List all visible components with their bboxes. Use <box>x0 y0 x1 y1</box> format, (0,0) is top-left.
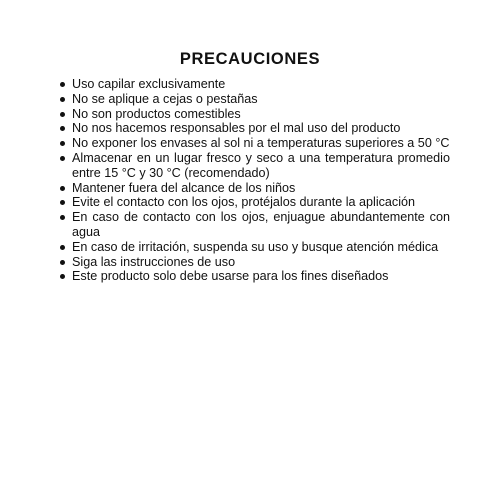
bullet-icon <box>60 141 65 146</box>
list-item-text: No exponer los envases al sol ni a temperaturas superiores a 50 °C <box>72 136 450 151</box>
list-item-text: En caso de irritación, suspenda su uso y busque atención médica <box>72 239 439 254</box>
list-item-text: Siga las instrucciones de uso <box>72 254 236 269</box>
list-item <box>56 77 450 92</box>
list-item-text: No son productos comestibles <box>72 106 241 121</box>
precautions-list <box>56 77 450 284</box>
list-item-text: Evite el contacto con los ojos, protéjalos durante la aplicación <box>72 195 416 210</box>
list-item <box>56 210 450 240</box>
list-item <box>56 255 450 270</box>
list-item-text: Uso capilar exclusivamente <box>72 77 226 91</box>
list-item <box>56 121 450 136</box>
list-item-text: Mantener fuera del alcance de los niños <box>72 180 296 195</box>
list-item-text: Almacenar en un lugar fresco y seco a una temperatura promedio entre 15 °C y 30 °C (recomendado) <box>72 150 450 180</box>
bullet-icon <box>60 156 65 161</box>
list-item-text: No nos hacemos responsables por el mal uso del producto <box>72 121 401 136</box>
document-title: PRECAUCIONES <box>179 50 321 68</box>
bullet-icon <box>60 200 65 205</box>
bullet-icon <box>60 260 65 265</box>
bullet-icon <box>60 82 65 87</box>
bullet-icon <box>60 112 65 117</box>
bullet-icon <box>60 245 65 250</box>
list-item <box>56 240 450 255</box>
list-item <box>56 181 450 196</box>
list-item-text: No se aplique a cejas o pestañas <box>72 91 258 106</box>
bullet-icon <box>60 186 65 191</box>
list-item <box>56 92 450 107</box>
bullet-icon <box>60 215 65 220</box>
list-item <box>56 107 450 122</box>
list-item-text: En caso de contacto con los ojos, enjuague abundantemente con agua <box>72 210 450 239</box>
list-item <box>56 269 450 284</box>
list-item <box>56 195 450 210</box>
list-item <box>56 151 450 181</box>
list-item <box>56 136 450 151</box>
list-item-text: Este producto solo debe usarse para los fines diseñados <box>72 269 389 284</box>
bullet-icon <box>60 126 65 131</box>
bullet-icon <box>60 274 65 279</box>
bullet-icon <box>60 97 65 102</box>
